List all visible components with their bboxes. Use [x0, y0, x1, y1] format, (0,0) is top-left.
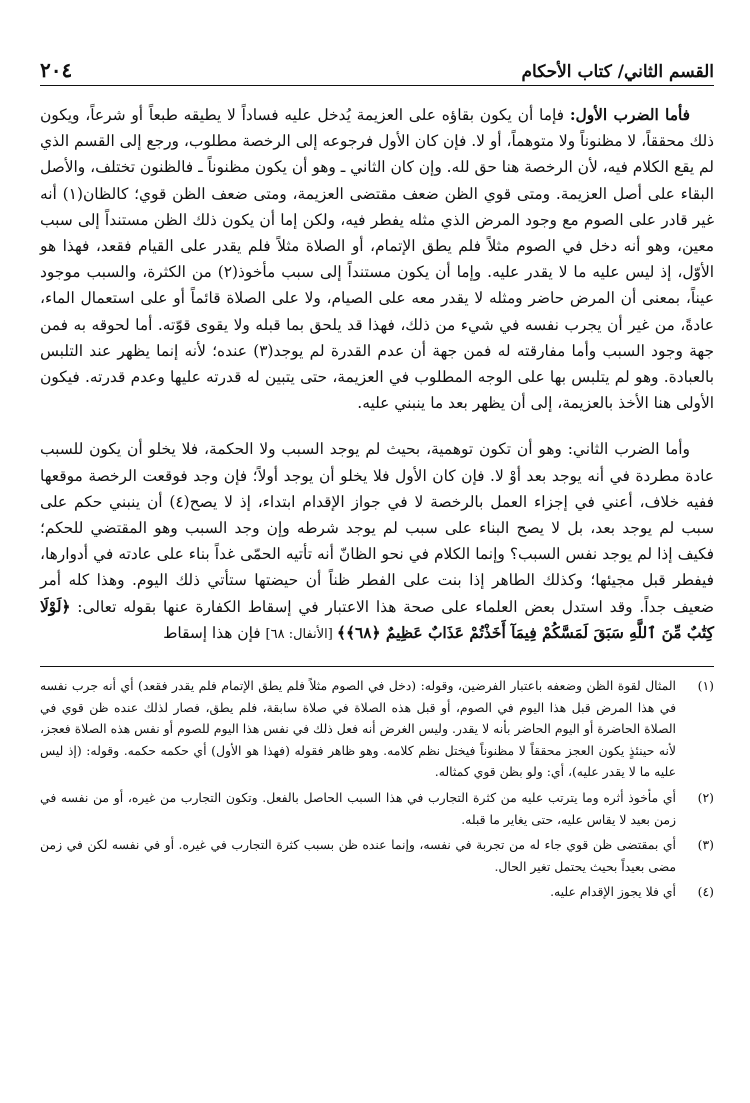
section-heading-second: وأما الضرب الثاني:	[567, 440, 690, 459]
footnote-text: أي بمقتضى ظن قوي جاء له من تجربة في نفسه، وإنما عنده ظن بسبب كثرة التجارب في غيره. أو في نفسه لكن في زمن مضى بعيداً بحيث يحتمل تغير الحال.	[40, 837, 676, 874]
footnote-text: أي فلا يجوز الإقدام عليه.	[550, 884, 676, 900]
paragraph-text: وهو أن تكون توهمية، بحيث لم يوجد السبب ولا الحكمة، فلا يخلو أن يكون للسبب عادة مطردة في أنه يوجد بعد أوْ لا. فإن كان الأول فلا يخلو أن يوجد أولاً؛ فإن وجد فوقعت الرخصة موقعها ففيه خلاف، أعني في إجزاء العمل بالرخصة لا في جواز الإقدام ابتداء، إذ لا يصح(٤) أن ينبني حكم على سبب لم يوجد بعد، بل لا يصح البناء على سبب لم يوجد شرطه وإن وجد السبب وهو المقتضي للحكم؛ فكيف إذا لم يوجد نفس السبب؟ وإنما الكلام في نحو الظانّ أنه تأتيه الحمّى غداً بناء على عادته في أدوارها، فيفطر قبل مجيئها؛ وكذلك الطاهر إذا بنت على الفطر ظناً أن حيضتها ستأتي ذلك اليوم. وهذا كله أمر ضعيف جداً. وقد استدل بعض العلماء على صحة هذا الاعتبار في إسقاط الكفارة عنها بقوله تعالى:	[40, 440, 714, 616]
footnote	[40, 675, 714, 783]
footnote	[40, 881, 714, 903]
footnote-number: (١)	[697, 678, 714, 694]
book-page	[40, 52, 714, 907]
footnotes	[40, 666, 714, 903]
verse-reference: [الأنفال: ٦٨]	[265, 626, 337, 642]
quran-verse: ﴿لَوْلَا كِتَٰبٌ مِّنَ ٱللَّهِ سَبَقَ لَمَسَّكُمْ فِيمَآ أَخَذْتُمْ عَذَابٌ عَظِيمٌ ﴿٦٨﴾﴾	[40, 597, 714, 642]
main-text	[40, 102, 714, 648]
paragraph-first-type	[40, 102, 714, 416]
page-number: ٢٠٤	[40, 58, 73, 82]
footnote-text: أي مأخوذ أثره وما يترتب عليه من كثرة التجارب في هذا السبب الحاصل بالفعل. وتكون التجارب من غيره، أو من نفسه في زمن بعيد لا يقاس عليه، حتى يغاير ما قبله.	[40, 790, 676, 827]
page-header	[40, 52, 714, 86]
footnote	[40, 834, 714, 877]
paragraph-second-type	[40, 436, 714, 648]
footnote-number: (٣)	[697, 837, 714, 853]
paragraph-text: فإما أن يكون بقاؤه على العزيمة يُدخل عليه فساداً لا يطيقه طبعاً أو شرعاً، ويكون ذلك محققاً، لا مظنوناً ولا متوهماً، أو لا. فإن كان الأول فرجوعه إلى الرخصة مطلوب، ورجع إلى القسم الذي لم يقع الكلام فيه، لأن الرخصة هنا حق لله. وإن كان الثاني ـ وهو أن يكون مظنوناً ـ فالظنون تختلف، والأصل البقاء على أصل العزيمة. ومتى قوي الظن ضعف مقتضى العزيمة، ومتى ضعف الظن قوي؛ كالظان(١) أنه غير قادر على الصوم مع وجود المرض الذي مثله يفطر فيه، ولكن إما أن يكون ذلك الظن مستنداً إلى سبب معين، وهو أنه دخل في الصوم مثلاً فلم يطق الإتمام، أو الصلاة مثلاً فلم يقدر على القيام فقعد، فهذا هو الأوّل، إذ ليس عليه ما لا يقدر عليه. وإما أن يكون مستنداً إلى سبب مأخوذ(٢) من الكثرة، والسبب موجود عيناً، بمعنى أن المرض حاضر ومثله لا يقدر معه على الصيام، ولا على الصلاة قائماً أو على استعمال الماء، عادةً، من غير أن يجرب نفسه في شيء من ذلك، فهذا قد يلحق بما قبله ولا يقوى قوّته. أما لحوقه به فمن جهة وجود السبب وأما مفارقته له فمن جهة أن عدم القدرة لم يوجد(٣) عنده؛ لأنه إنما يظهر عند التلبس بالعبادة. وهو لم يتلبس بها على الوجه المطلوب في العزيمة، حتى يتبين له قدرته عليها وعدم قدرته. فيكون الأولى هنا الأخذ بالعزيمة، إلى أن يظهر بعد ما ينبني عليه.	[40, 106, 714, 413]
footnote-text: المثال لقوة الظن وضعفه باعتبار الفرضين، وقوله: (دخل في الصوم مثلاً فلم يطق الإتمام فلم يقدر فقعد) أي أنه جرب نفسه في هذا المرض قبل هذا اليوم في الصوم، أو قبل هذه الصلاة في صلاة سابقة، فلم يطق، فصار لذلك عنده ظن قوي في الصلاة الحاضرة أو اليوم الحاضر بأنه لا يقدر. وليس الغرض أنه فعل ذلك في نفس هذا اليوم للصوم أو نفس هذه الصلاة فعجز، لأنه حينئذٍ يكون العجز محققاً لا مظنوناً فيختل نظم كلامه. وهو ظاهر فقوله (فهذا هو الأول) أي حكمه حكمه. وقوله: (إذ ليس عليه ما لا يقدر عليه)، أي: ولو بظن قوي كمثاله.	[40, 678, 676, 780]
section-heading-first: فأما الضرب الأول:	[569, 106, 691, 124]
footnote-number: (٤)	[697, 884, 714, 900]
paragraph-text: فإن هذا إسقاط	[163, 623, 266, 642]
running-title: القسم الثاني/ كتاب الأحكام	[521, 62, 714, 82]
footnote	[40, 787, 714, 830]
footnote-number: (٢)	[697, 790, 714, 806]
